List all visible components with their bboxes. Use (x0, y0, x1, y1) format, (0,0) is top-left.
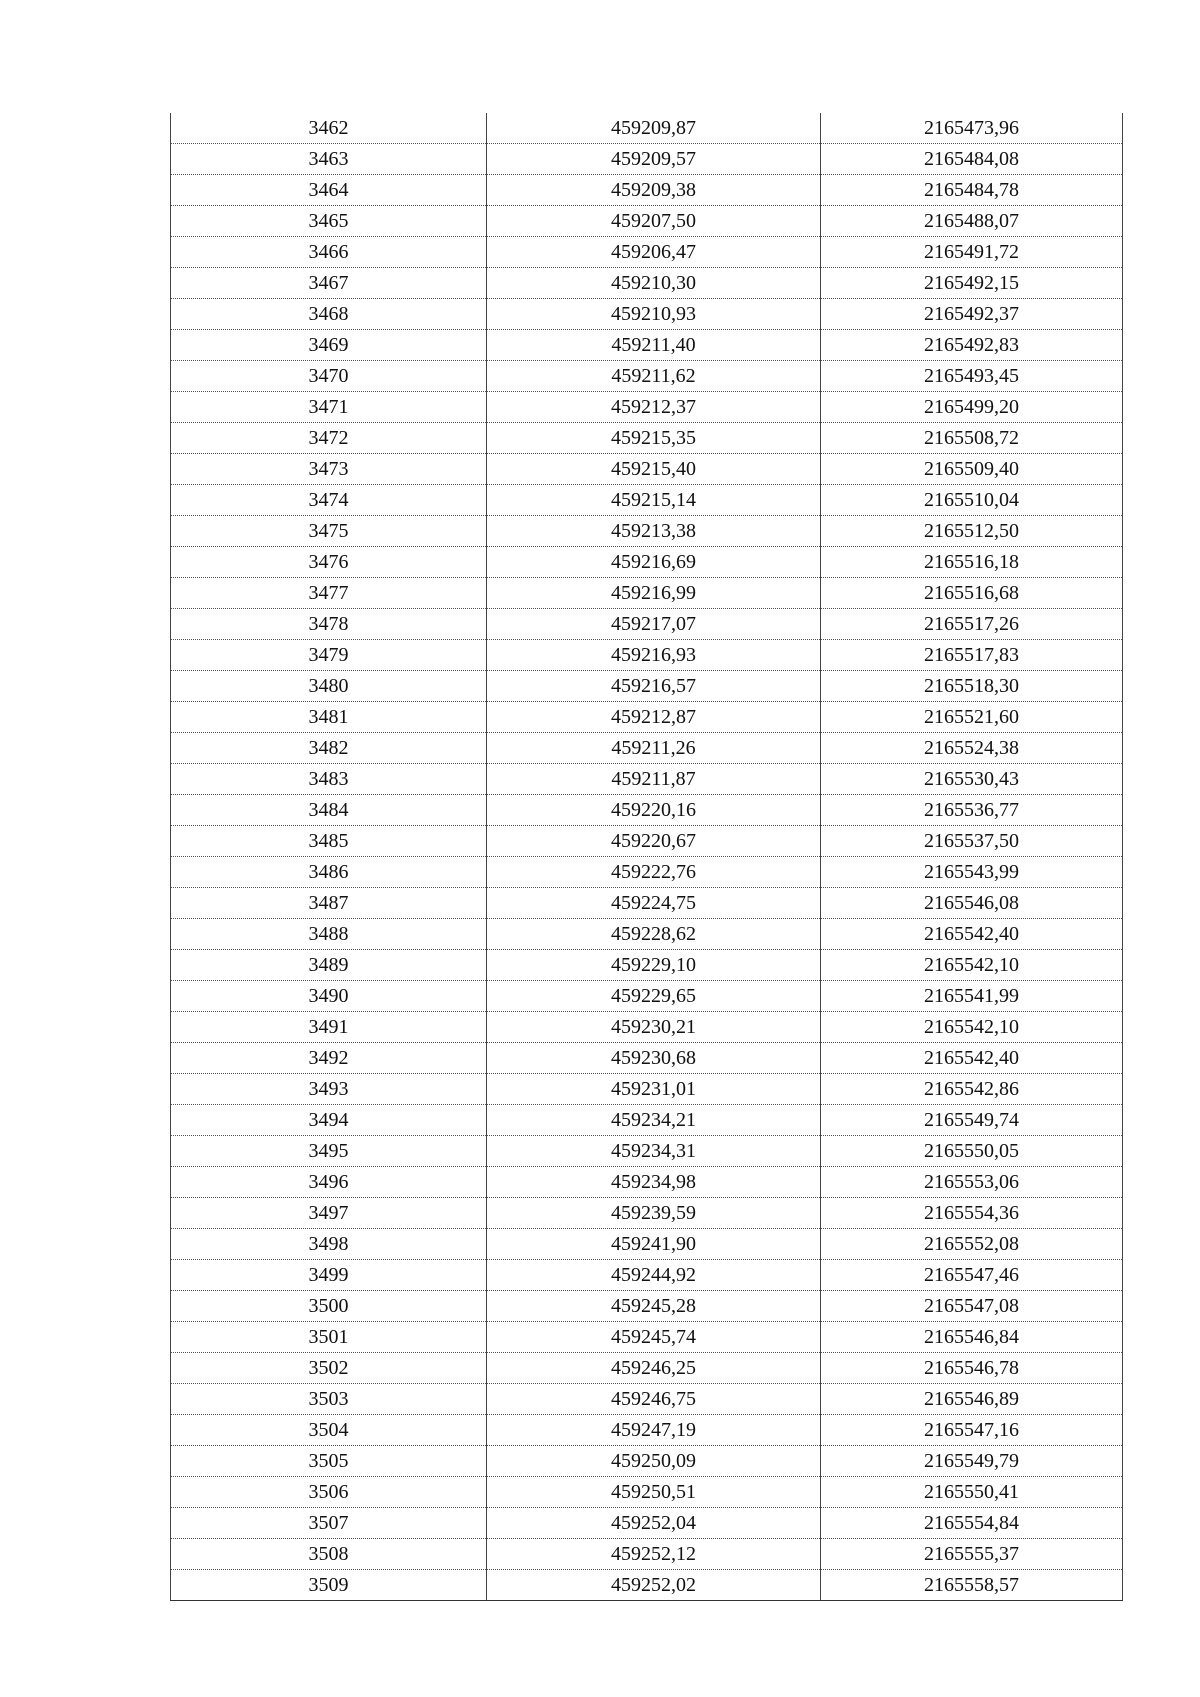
point-number-cell: 3489 (171, 950, 487, 981)
point-number-cell: 3472 (171, 423, 487, 454)
table-row (171, 950, 1123, 981)
point-number-cell: 3462 (171, 113, 487, 144)
table-row (171, 547, 1123, 578)
x-coordinate-cell: 459245,28 (487, 1291, 821, 1322)
point-number-cell: 3499 (171, 1260, 487, 1291)
x-coordinate-cell: 459206,47 (487, 237, 821, 268)
table-row (171, 113, 1123, 144)
x-coordinate-cell: 459234,21 (487, 1105, 821, 1136)
table-row (171, 485, 1123, 516)
x-coordinate-cell: 459211,87 (487, 764, 821, 795)
table-row (171, 1322, 1123, 1353)
x-coordinate-cell: 459209,87 (487, 113, 821, 144)
x-coordinate-cell: 459246,75 (487, 1384, 821, 1415)
table-row (171, 175, 1123, 206)
table-row (171, 1167, 1123, 1198)
x-coordinate-cell: 459216,99 (487, 578, 821, 609)
x-coordinate-cell: 459216,69 (487, 547, 821, 578)
point-number-cell: 3496 (171, 1167, 487, 1198)
y-coordinate-cell: 2165550,41 (821, 1477, 1123, 1508)
table-row (171, 1229, 1123, 1260)
y-coordinate-cell: 2165536,77 (821, 795, 1123, 826)
point-number-cell: 3492 (171, 1043, 487, 1074)
point-number-cell: 3468 (171, 299, 487, 330)
table-row (171, 826, 1123, 857)
table-row (171, 237, 1123, 268)
x-coordinate-cell: 459213,38 (487, 516, 821, 547)
y-coordinate-cell: 2165558,57 (821, 1570, 1123, 1601)
y-coordinate-cell: 2165547,16 (821, 1415, 1123, 1446)
x-coordinate-cell: 459247,19 (487, 1415, 821, 1446)
x-coordinate-cell: 459252,12 (487, 1539, 821, 1570)
point-number-cell: 3483 (171, 764, 487, 795)
x-coordinate-cell: 459216,93 (487, 640, 821, 671)
y-coordinate-cell: 2165541,99 (821, 981, 1123, 1012)
x-coordinate-cell: 459244,92 (487, 1260, 821, 1291)
table-row (171, 671, 1123, 702)
table-row (171, 1570, 1123, 1601)
point-number-cell: 3503 (171, 1384, 487, 1415)
y-coordinate-cell: 2165554,84 (821, 1508, 1123, 1539)
table-row (171, 1043, 1123, 1074)
point-number-cell: 3466 (171, 237, 487, 268)
y-coordinate-cell: 2165517,26 (821, 609, 1123, 640)
table-row (171, 392, 1123, 423)
table-row (171, 361, 1123, 392)
x-coordinate-cell: 459209,38 (487, 175, 821, 206)
point-number-cell: 3487 (171, 888, 487, 919)
point-number-cell: 3508 (171, 1539, 487, 1570)
y-coordinate-cell: 2165547,46 (821, 1260, 1123, 1291)
table-row (171, 1136, 1123, 1167)
x-coordinate-cell: 459245,74 (487, 1322, 821, 1353)
y-coordinate-cell: 2165524,38 (821, 733, 1123, 764)
point-number-cell: 3495 (171, 1136, 487, 1167)
y-coordinate-cell: 2165517,83 (821, 640, 1123, 671)
coordinates-table (170, 113, 1123, 1601)
y-coordinate-cell: 2165492,15 (821, 268, 1123, 299)
x-coordinate-cell: 459211,26 (487, 733, 821, 764)
x-coordinate-cell: 459230,21 (487, 1012, 821, 1043)
x-coordinate-cell: 459246,25 (487, 1353, 821, 1384)
x-coordinate-cell: 459212,37 (487, 392, 821, 423)
y-coordinate-cell: 2165546,84 (821, 1322, 1123, 1353)
point-number-cell: 3470 (171, 361, 487, 392)
y-coordinate-cell: 2165530,43 (821, 764, 1123, 795)
y-coordinate-cell: 2165493,45 (821, 361, 1123, 392)
y-coordinate-cell: 2165509,40 (821, 454, 1123, 485)
x-coordinate-cell: 459215,35 (487, 423, 821, 454)
table-row (171, 454, 1123, 485)
y-coordinate-cell: 2165491,72 (821, 237, 1123, 268)
x-coordinate-cell: 459215,14 (487, 485, 821, 516)
x-coordinate-cell: 459217,07 (487, 609, 821, 640)
point-number-cell: 3505 (171, 1446, 487, 1477)
y-coordinate-cell: 2165552,08 (821, 1229, 1123, 1260)
table-row (171, 516, 1123, 547)
x-coordinate-cell: 459250,09 (487, 1446, 821, 1477)
y-coordinate-cell: 2165542,10 (821, 1012, 1123, 1043)
point-number-cell: 3479 (171, 640, 487, 671)
y-coordinate-cell: 2165516,18 (821, 547, 1123, 578)
point-number-cell: 3506 (171, 1477, 487, 1508)
x-coordinate-cell: 459250,51 (487, 1477, 821, 1508)
y-coordinate-cell: 2165543,99 (821, 857, 1123, 888)
point-number-cell: 3488 (171, 919, 487, 950)
table-row (171, 1353, 1123, 1384)
y-coordinate-cell: 2165546,08 (821, 888, 1123, 919)
y-coordinate-cell: 2165546,89 (821, 1384, 1123, 1415)
x-coordinate-cell: 459231,01 (487, 1074, 821, 1105)
y-coordinate-cell: 2165542,10 (821, 950, 1123, 981)
point-number-cell: 3498 (171, 1229, 487, 1260)
x-coordinate-cell: 459228,62 (487, 919, 821, 950)
point-number-cell: 3504 (171, 1415, 487, 1446)
x-coordinate-cell: 459241,90 (487, 1229, 821, 1260)
table-row (171, 764, 1123, 795)
point-number-cell: 3463 (171, 144, 487, 175)
table-row (171, 330, 1123, 361)
point-number-cell: 3481 (171, 702, 487, 733)
point-number-cell: 3485 (171, 826, 487, 857)
table-row (171, 1260, 1123, 1291)
y-coordinate-cell: 2165549,74 (821, 1105, 1123, 1136)
y-coordinate-cell: 2165521,60 (821, 702, 1123, 733)
y-coordinate-cell: 2165512,50 (821, 516, 1123, 547)
x-coordinate-cell: 459229,65 (487, 981, 821, 1012)
table-row (171, 888, 1123, 919)
x-coordinate-cell: 459230,68 (487, 1043, 821, 1074)
x-coordinate-cell: 459207,50 (487, 206, 821, 237)
y-coordinate-cell: 2165499,20 (821, 392, 1123, 423)
y-coordinate-cell: 2165549,79 (821, 1446, 1123, 1477)
y-coordinate-cell: 2165508,72 (821, 423, 1123, 454)
y-coordinate-cell: 2165550,05 (821, 1136, 1123, 1167)
x-coordinate-cell: 459211,40 (487, 330, 821, 361)
x-coordinate-cell: 459224,75 (487, 888, 821, 919)
y-coordinate-cell: 2165510,04 (821, 485, 1123, 516)
y-coordinate-cell: 2165516,68 (821, 578, 1123, 609)
point-number-cell: 3473 (171, 454, 487, 485)
table-row (171, 1539, 1123, 1570)
point-number-cell: 3497 (171, 1198, 487, 1229)
table-row (171, 733, 1123, 764)
table-row (171, 1012, 1123, 1043)
point-number-cell: 3465 (171, 206, 487, 237)
point-number-cell: 3500 (171, 1291, 487, 1322)
table-row (171, 702, 1123, 733)
x-coordinate-cell: 459210,93 (487, 299, 821, 330)
table-row (171, 1446, 1123, 1477)
x-coordinate-cell: 459209,57 (487, 144, 821, 175)
coordinates-table-body (171, 113, 1123, 1601)
x-coordinate-cell: 459229,10 (487, 950, 821, 981)
x-coordinate-cell: 459211,62 (487, 361, 821, 392)
point-number-cell: 3484 (171, 795, 487, 826)
table-row (171, 1415, 1123, 1446)
table-row (171, 640, 1123, 671)
x-coordinate-cell: 459216,57 (487, 671, 821, 702)
y-coordinate-cell: 2165518,30 (821, 671, 1123, 702)
point-number-cell: 3501 (171, 1322, 487, 1353)
table-row (171, 268, 1123, 299)
x-coordinate-cell: 459220,67 (487, 826, 821, 857)
point-number-cell: 3469 (171, 330, 487, 361)
x-coordinate-cell: 459239,59 (487, 1198, 821, 1229)
y-coordinate-cell: 2165553,06 (821, 1167, 1123, 1198)
table-row (171, 795, 1123, 826)
point-number-cell: 3464 (171, 175, 487, 206)
y-coordinate-cell: 2165492,37 (821, 299, 1123, 330)
table-row (171, 206, 1123, 237)
y-coordinate-cell: 2165554,36 (821, 1198, 1123, 1229)
x-coordinate-cell: 459234,98 (487, 1167, 821, 1198)
point-number-cell: 3494 (171, 1105, 487, 1136)
x-coordinate-cell: 459234,31 (487, 1136, 821, 1167)
table-row (171, 1508, 1123, 1539)
x-coordinate-cell: 459212,87 (487, 702, 821, 733)
table-row (171, 299, 1123, 330)
table-row (171, 857, 1123, 888)
x-coordinate-cell: 459252,02 (487, 1570, 821, 1601)
table-row (171, 609, 1123, 640)
point-number-cell: 3502 (171, 1353, 487, 1384)
x-coordinate-cell: 459222,76 (487, 857, 821, 888)
table-row (171, 1477, 1123, 1508)
y-coordinate-cell: 2165537,50 (821, 826, 1123, 857)
table-row (171, 1074, 1123, 1105)
point-number-cell: 3475 (171, 516, 487, 547)
y-coordinate-cell: 2165484,08 (821, 144, 1123, 175)
table-row (171, 144, 1123, 175)
point-number-cell: 3507 (171, 1508, 487, 1539)
point-number-cell: 3491 (171, 1012, 487, 1043)
point-number-cell: 3480 (171, 671, 487, 702)
table-row (171, 1384, 1123, 1415)
table-row (171, 1105, 1123, 1136)
y-coordinate-cell: 2165555,37 (821, 1539, 1123, 1570)
point-number-cell: 3486 (171, 857, 487, 888)
y-coordinate-cell: 2165473,96 (821, 113, 1123, 144)
table-row (171, 578, 1123, 609)
point-number-cell: 3471 (171, 392, 487, 423)
y-coordinate-cell: 2165546,78 (821, 1353, 1123, 1384)
y-coordinate-cell: 2165542,86 (821, 1074, 1123, 1105)
point-number-cell: 3478 (171, 609, 487, 640)
x-coordinate-cell: 459210,30 (487, 268, 821, 299)
point-number-cell: 3476 (171, 547, 487, 578)
x-coordinate-cell: 459252,04 (487, 1508, 821, 1539)
x-coordinate-cell: 459215,40 (487, 454, 821, 485)
y-coordinate-cell: 2165492,83 (821, 330, 1123, 361)
point-number-cell: 3509 (171, 1570, 487, 1601)
table-row (171, 981, 1123, 1012)
point-number-cell: 3474 (171, 485, 487, 516)
point-number-cell: 3482 (171, 733, 487, 764)
point-number-cell: 3477 (171, 578, 487, 609)
y-coordinate-cell: 2165547,08 (821, 1291, 1123, 1322)
table-row (171, 423, 1123, 454)
point-number-cell: 3493 (171, 1074, 487, 1105)
y-coordinate-cell: 2165542,40 (821, 1043, 1123, 1074)
table-row (171, 1291, 1123, 1322)
table-row (171, 919, 1123, 950)
point-number-cell: 3467 (171, 268, 487, 299)
point-number-cell: 3490 (171, 981, 487, 1012)
y-coordinate-cell: 2165542,40 (821, 919, 1123, 950)
y-coordinate-cell: 2165484,78 (821, 175, 1123, 206)
y-coordinate-cell: 2165488,07 (821, 206, 1123, 237)
table-row (171, 1198, 1123, 1229)
x-coordinate-cell: 459220,16 (487, 795, 821, 826)
